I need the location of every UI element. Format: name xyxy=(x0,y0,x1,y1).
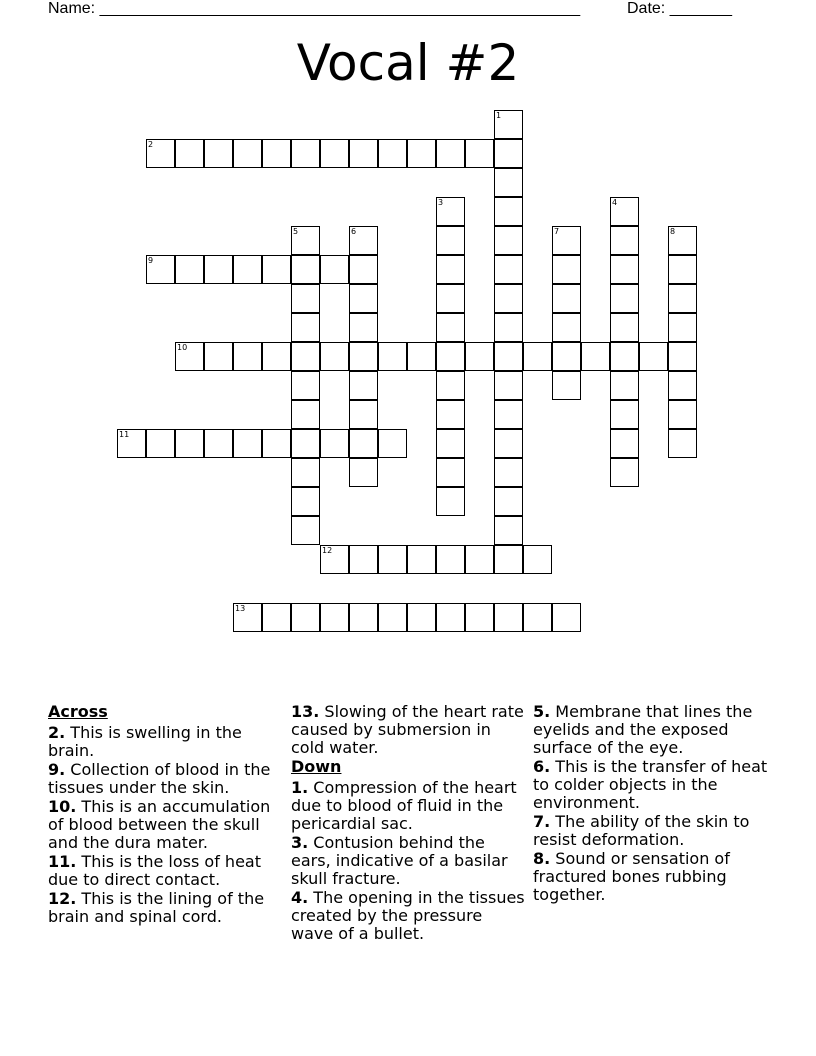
grid-cell[interactable] xyxy=(668,371,697,400)
grid-cell[interactable] xyxy=(378,603,407,632)
grid-cell[interactable] xyxy=(494,226,523,255)
grid-cell[interactable] xyxy=(262,603,291,632)
grid-cell[interactable] xyxy=(204,139,233,168)
grid-cell[interactable] xyxy=(523,545,552,574)
date-field-label: Date: _______ xyxy=(627,0,732,17)
grid-cell[interactable] xyxy=(175,255,204,284)
grid-cell[interactable] xyxy=(233,429,262,458)
grid-cell[interactable] xyxy=(291,400,320,429)
grid-cell[interactable] xyxy=(407,545,436,574)
grid-cell[interactable] xyxy=(349,458,378,487)
clue-text: Compression of the heart due to blood of fluid in the pericardial sac. xyxy=(291,778,517,833)
grid-cell[interactable] xyxy=(146,255,175,284)
clue-number: 9. xyxy=(48,760,66,779)
clue-text: Membrane that lines the eyelids and the exposed surface of the eye. xyxy=(533,702,753,757)
clue-item xyxy=(48,724,284,760)
clue-item xyxy=(291,889,527,943)
clue-text: Slowing of the heart rate caused by submersion in cold water. xyxy=(291,702,524,757)
grid-cell[interactable] xyxy=(349,429,378,458)
grid-cell[interactable] xyxy=(610,226,639,255)
clue-item xyxy=(533,703,769,757)
grid-cell[interactable] xyxy=(262,255,291,284)
grid-cell[interactable] xyxy=(494,110,523,139)
clue-number-label: 3 xyxy=(438,198,444,207)
clue-number: 13. xyxy=(291,702,320,721)
grid-cell[interactable] xyxy=(407,139,436,168)
grid-cell[interactable] xyxy=(436,458,465,487)
grid-cell[interactable] xyxy=(146,139,175,168)
grid-cell[interactable] xyxy=(494,603,523,632)
clue-item xyxy=(533,850,769,904)
grid-cell[interactable] xyxy=(465,342,494,371)
clue-text: Sound or sensation of fractured bones rubbing together. xyxy=(533,849,730,904)
grid-cell[interactable] xyxy=(610,458,639,487)
grid-cell[interactable] xyxy=(436,400,465,429)
grid-cell[interactable] xyxy=(349,342,378,371)
grid-cell[interactable] xyxy=(494,429,523,458)
grid-cell[interactable] xyxy=(349,284,378,313)
clue-number-label: 4 xyxy=(612,198,618,207)
grid-cell[interactable] xyxy=(320,429,349,458)
grid-cell[interactable] xyxy=(668,226,697,255)
grid-cell[interactable] xyxy=(291,139,320,168)
clue-text: Contusion behind the ears, indicative of a basilar skull fracture. xyxy=(291,833,508,888)
clue-item xyxy=(533,758,769,812)
clue-number-label: 10 xyxy=(177,343,188,352)
clue-item xyxy=(48,798,284,852)
clues-column-3 xyxy=(533,703,769,905)
across-clue-list-continued xyxy=(291,703,527,757)
grid-cell[interactable] xyxy=(349,400,378,429)
grid-cell[interactable] xyxy=(291,429,320,458)
grid-cell[interactable] xyxy=(291,603,320,632)
grid-cell[interactable] xyxy=(552,313,581,342)
grid-cell[interactable] xyxy=(320,255,349,284)
grid-cell[interactable] xyxy=(494,255,523,284)
clue-item xyxy=(291,779,527,833)
clue-number: 6. xyxy=(533,757,551,776)
clue-number: 3. xyxy=(291,833,309,852)
down-clue-list-continued xyxy=(533,703,769,904)
grid-cell[interactable] xyxy=(494,284,523,313)
grid-cell[interactable] xyxy=(175,139,204,168)
grid-cell[interactable] xyxy=(320,342,349,371)
grid-cell[interactable] xyxy=(233,139,262,168)
grid-cell[interactable] xyxy=(668,342,697,371)
grid-cell[interactable] xyxy=(320,545,349,574)
grid-cell[interactable] xyxy=(552,342,581,371)
grid-cell[interactable] xyxy=(291,342,320,371)
grid-cell[interactable] xyxy=(552,603,581,632)
clue-number-label: 11 xyxy=(119,430,130,439)
clue-number-label: 8 xyxy=(670,227,676,236)
grid-cell[interactable] xyxy=(436,429,465,458)
grid-cell[interactable] xyxy=(668,284,697,313)
grid-cell[interactable] xyxy=(436,545,465,574)
grid-cell[interactable] xyxy=(291,226,320,255)
grid-cell[interactable] xyxy=(262,429,291,458)
grid-cell[interactable] xyxy=(233,342,262,371)
grid-cell[interactable] xyxy=(146,429,175,458)
clue-text: This is swelling in the brain. xyxy=(48,723,242,760)
grid-cell[interactable] xyxy=(378,139,407,168)
clue-item xyxy=(48,761,284,797)
grid-cell[interactable] xyxy=(523,603,552,632)
clue-number: 7. xyxy=(533,812,551,831)
grid-cell[interactable] xyxy=(291,371,320,400)
clue-item xyxy=(48,890,284,926)
puzzle-title: Vocal #2 xyxy=(296,34,520,92)
grid-cell[interactable] xyxy=(291,255,320,284)
grid-cell[interactable] xyxy=(494,545,523,574)
clues-column-1 xyxy=(48,703,284,927)
grid-cell[interactable] xyxy=(668,313,697,342)
clue-number-label: 7 xyxy=(554,227,560,236)
grid-cell[interactable] xyxy=(610,313,639,342)
grid-cell[interactable] xyxy=(291,516,320,545)
clue-number-label: 13 xyxy=(235,604,246,613)
name-field-label: Name: ______________________________________________________ xyxy=(48,0,581,17)
grid-cell[interactable] xyxy=(378,342,407,371)
clue-text: This is the lining of the brain and spinal cord. xyxy=(48,889,265,926)
clue-number-label: 5 xyxy=(293,227,299,236)
grid-cell[interactable] xyxy=(552,284,581,313)
grid-cell[interactable] xyxy=(291,458,320,487)
clue-number-label: 2 xyxy=(148,140,154,149)
grid-cell[interactable] xyxy=(552,226,581,255)
clue-number: 1. xyxy=(291,778,309,797)
grid-cell[interactable] xyxy=(494,487,523,516)
grid-cell[interactable] xyxy=(407,603,436,632)
clue-number: 11. xyxy=(48,852,77,871)
grid-cell[interactable] xyxy=(610,429,639,458)
grid-cell[interactable] xyxy=(349,139,378,168)
grid-cell[interactable] xyxy=(494,516,523,545)
grid-cell[interactable] xyxy=(262,342,291,371)
clue-number-label: 1 xyxy=(496,111,502,120)
grid-cell[interactable] xyxy=(349,226,378,255)
across-heading: Across xyxy=(48,702,108,721)
grid-cell[interactable] xyxy=(494,197,523,226)
grid-cell[interactable] xyxy=(407,342,436,371)
grid-cell[interactable] xyxy=(552,371,581,400)
clue-text: The opening in the tissues created by the pressure wave of a bullet. xyxy=(291,888,525,943)
clue-item xyxy=(48,853,284,889)
grid-cell[interactable] xyxy=(436,313,465,342)
grid-cell[interactable] xyxy=(494,342,523,371)
grid-cell[interactable] xyxy=(610,400,639,429)
grid-cell[interactable] xyxy=(349,603,378,632)
grid-cell[interactable] xyxy=(349,371,378,400)
grid-cell[interactable] xyxy=(668,255,697,284)
grid-cell[interactable] xyxy=(175,342,204,371)
grid-cell[interactable] xyxy=(117,429,146,458)
grid-cell[interactable] xyxy=(262,139,291,168)
grid-cell[interactable] xyxy=(378,429,407,458)
grid-cell[interactable] xyxy=(610,255,639,284)
clue-item xyxy=(533,813,769,849)
grid-cell[interactable] xyxy=(320,603,349,632)
grid-cell[interactable] xyxy=(610,371,639,400)
grid-cell[interactable] xyxy=(436,255,465,284)
grid-cell[interactable] xyxy=(291,313,320,342)
grid-cell[interactable] xyxy=(204,255,233,284)
grid-cell[interactable] xyxy=(494,371,523,400)
grid-cell[interactable] xyxy=(494,400,523,429)
clue-text: The ability of the skin to resist deformation. xyxy=(533,812,750,849)
grid-cell[interactable] xyxy=(494,313,523,342)
grid-cell[interactable] xyxy=(494,458,523,487)
grid-cell[interactable] xyxy=(668,400,697,429)
clue-number: 12. xyxy=(48,889,77,908)
clue-text: This is the transfer of heat to colder objects in the environment. xyxy=(533,757,768,812)
clue-number-label: 6 xyxy=(351,227,357,236)
grid-cell[interactable] xyxy=(349,313,378,342)
grid-cell[interactable] xyxy=(291,284,320,313)
grid-cell[interactable] xyxy=(610,284,639,313)
across-clue-list xyxy=(48,724,284,926)
grid-cell[interactable] xyxy=(349,545,378,574)
clue-number-label: 9 xyxy=(148,256,154,265)
grid-cell[interactable] xyxy=(436,197,465,226)
grid-cell[interactable] xyxy=(291,487,320,516)
grid-cell[interactable] xyxy=(378,545,407,574)
grid-cell[interactable] xyxy=(465,139,494,168)
grid-cell[interactable] xyxy=(494,168,523,197)
grid-cell[interactable] xyxy=(436,284,465,313)
grid-cell[interactable] xyxy=(436,371,465,400)
grid-cell[interactable] xyxy=(494,139,523,168)
clue-number: 8. xyxy=(533,849,551,868)
grid-cell[interactable] xyxy=(610,342,639,371)
grid-cell[interactable] xyxy=(552,255,581,284)
grid-cell[interactable] xyxy=(204,342,233,371)
grid-cell[interactable] xyxy=(668,429,697,458)
grid-cell[interactable] xyxy=(204,429,233,458)
clue-number: 4. xyxy=(291,888,309,907)
grid-cell[interactable] xyxy=(233,603,262,632)
grid-cell[interactable] xyxy=(465,603,494,632)
clue-text: This is the loss of heat due to direct contact. xyxy=(48,852,261,889)
grid-cell[interactable] xyxy=(175,429,204,458)
grid-cell[interactable] xyxy=(581,342,610,371)
grid-cell[interactable] xyxy=(436,487,465,516)
clue-number: 5. xyxy=(533,702,551,721)
grid-cell[interactable] xyxy=(436,139,465,168)
down-heading: Down xyxy=(291,757,342,776)
grid-cell[interactable] xyxy=(610,197,639,226)
clue-item xyxy=(291,703,527,757)
grid-cell[interactable] xyxy=(465,545,494,574)
grid-cell[interactable] xyxy=(349,255,378,284)
grid-cell[interactable] xyxy=(436,226,465,255)
grid-cell[interactable] xyxy=(436,603,465,632)
down-clue-list xyxy=(291,779,527,943)
clue-item xyxy=(291,834,527,888)
grid-cell[interactable] xyxy=(523,342,552,371)
grid-cell[interactable] xyxy=(320,139,349,168)
clues-column-2 xyxy=(291,703,527,944)
grid-cell[interactable] xyxy=(639,342,668,371)
clue-text: This is an accumulation of blood between the skull and the dura mater. xyxy=(48,797,271,852)
clue-text: Collection of blood in the tissues under the skin. xyxy=(48,760,271,797)
clue-number-label: 12 xyxy=(322,546,333,555)
clue-number: 2. xyxy=(48,723,66,742)
grid-cell[interactable] xyxy=(233,255,262,284)
grid-cell[interactable] xyxy=(436,342,465,371)
clue-number: 10. xyxy=(48,797,77,816)
